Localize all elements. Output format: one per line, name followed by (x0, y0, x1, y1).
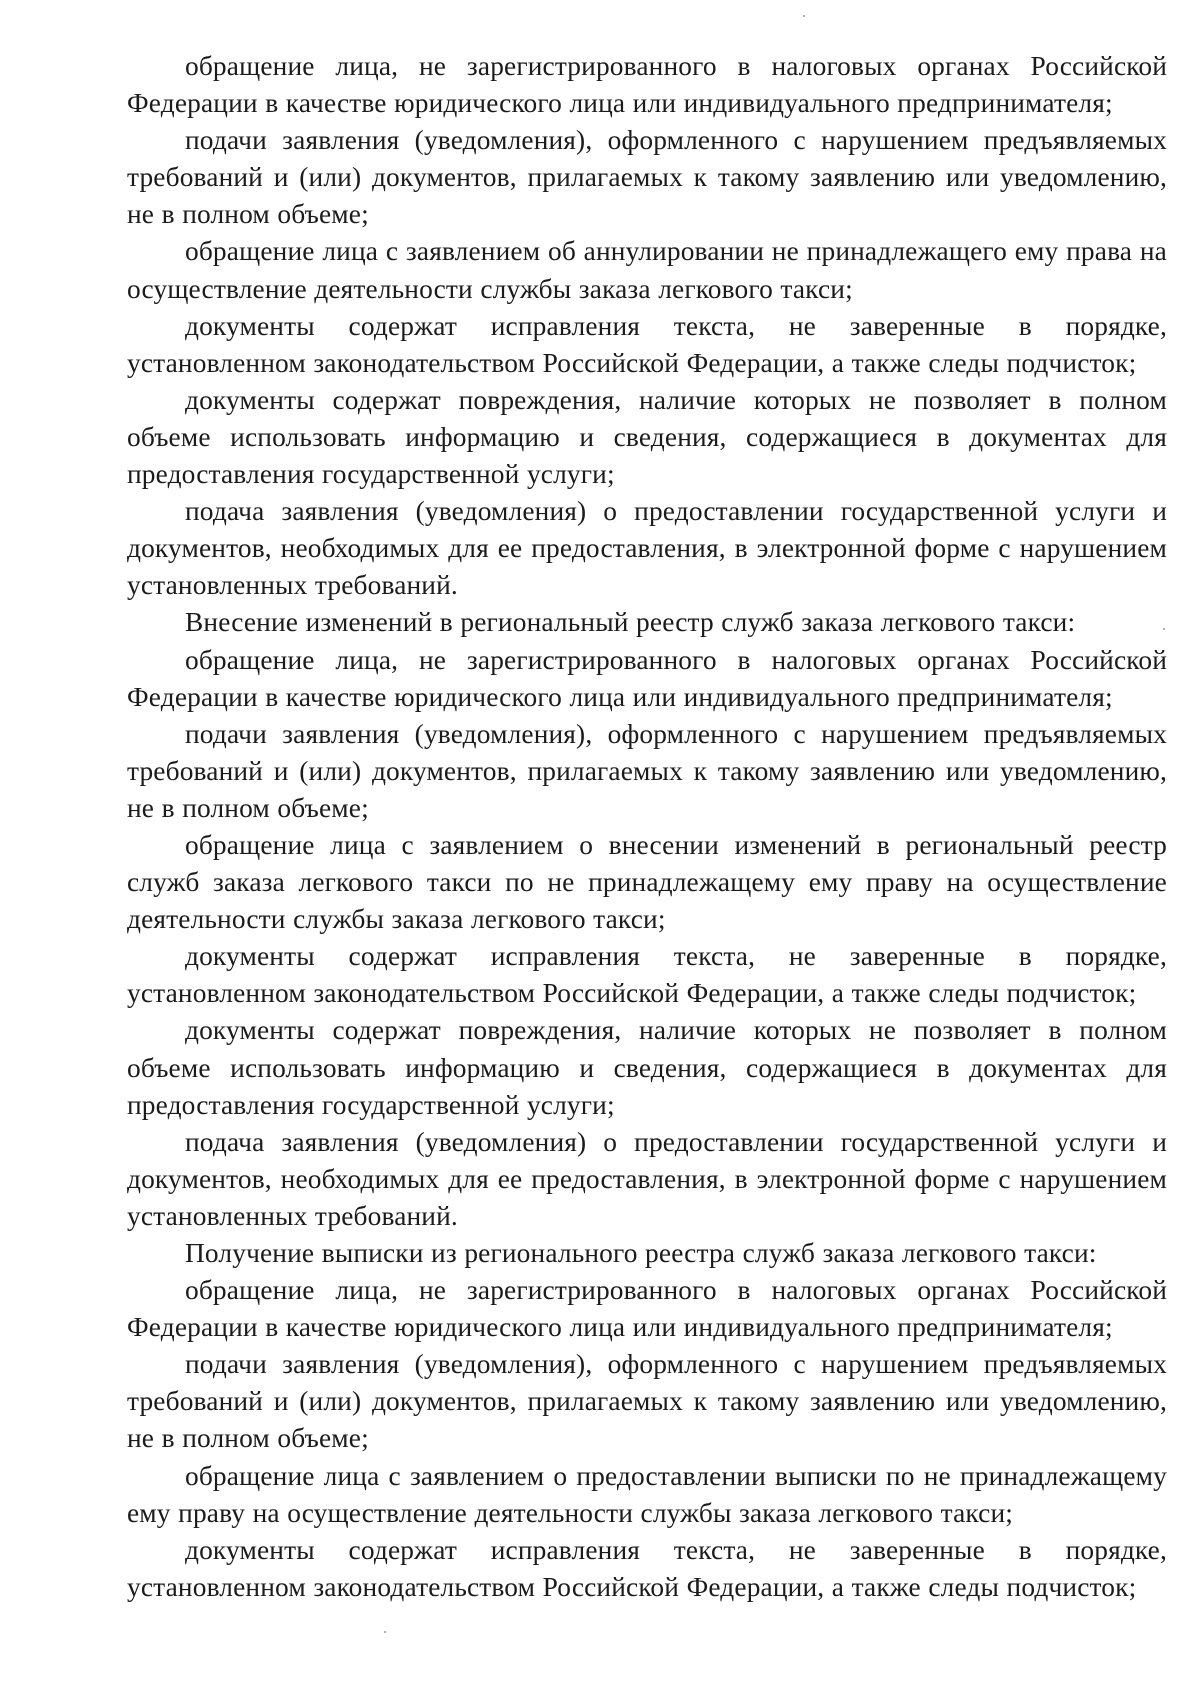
paragraph: обращение лица с заявлением о предоставлении выписки по не принадлежащему ему праву на осуществление деятельности службы заказа легкового такси; (127, 1460, 1167, 1528)
paragraph: документы содержат исправления текста, не заверенные в порядке, установленном законодательством Российской Федерации, а также следы подчисток; (127, 941, 1167, 1009)
paragraph: обращение лица, не зарегистрированного в налоговых органах Российской Федерации в качестве юридического лица или индивидуального предпринимателя; (127, 1275, 1167, 1343)
paragraph: подачи заявления (уведомления), оформленного с нарушением предъявляемых требований и (или) документов, прилагаемых к такому заявлению или уведомлению, не в полном объеме; (127, 1349, 1167, 1454)
paragraph: обращение лица с заявлением об аннулировании не принадлежащего ему права на осуществление деятельности службы заказа легкового такси; (127, 236, 1167, 304)
section-heading: Получение выписки из регионального реестра служб заказа легкового такси: (185, 1238, 1097, 1268)
paragraph: документы содержат повреждения, наличие которых не позволяет в полном объеме использовать информацию и сведения, содержащиеся в документах для предоставления государственной услуги; (127, 1015, 1167, 1120)
paragraph: документы содержат повреждения, наличие которых не позволяет в полном объеме использовать информацию и сведения, содержащиеся в документах для предоставления государственной услуги; (127, 384, 1167, 490)
paragraph: обращение лица, не зарегистрированного в налоговых органах Российской Федерации в качестве юридического лица или индивидуального предпринимателя; (127, 644, 1167, 712)
scan-speck (1163, 628, 1165, 630)
paragraph: подачи заявления (уведомления), оформленного с нарушением предъявляемых требований и (или) документов, прилагаемых к такому заявлению или уведомлению, не в полном объеме; (127, 718, 1167, 823)
paragraph: подачи заявления (уведомления), оформленного с нарушением предъявляемых требований и (или) документов, прилагаемых к такому заявлению или уведомлению, не в полном объеме; (127, 125, 1167, 230)
document-body (127, 48, 1167, 1606)
paragraph: обращение лица с заявлением о внесении изменений в региональный реестр служб заказа легкового такси по не принадлежащему ему праву на осуществление деятельности службы заказа легкового такси; (127, 829, 1167, 935)
section-heading: Внесение изменений в региональный реестр служб заказа легкового такси: (185, 607, 1076, 638)
scan-speck (803, 15, 805, 17)
scan-speck (384, 1631, 386, 1633)
paragraph: подача заявления (уведомления) о предоставлении государственной услуги и документов, необходимых для ее предоставления, в электронной форме с нарушением установленных требований. (127, 1126, 1167, 1231)
paragraph: обращение лица, не зарегистрированного в налоговых органах Российской Федерации в качестве юридического лица или индивидуального предпринимателя; (127, 51, 1167, 119)
paragraph: подача заявления (уведомления) о предоставлении государственной услуги и документов, необходимых для ее предоставления, в электронной форме с нарушением установленных требований. (127, 496, 1167, 601)
paragraph: документы содержат исправления текста, не заверенные в порядке, установленном законодательством Российской Федерации, а также следы подчисток; (127, 1534, 1167, 1602)
paragraph: документы содержат исправления текста, не заверенные в порядке, установленном законодательством Российской Федерации, а также следы подчисток; (127, 310, 1167, 378)
